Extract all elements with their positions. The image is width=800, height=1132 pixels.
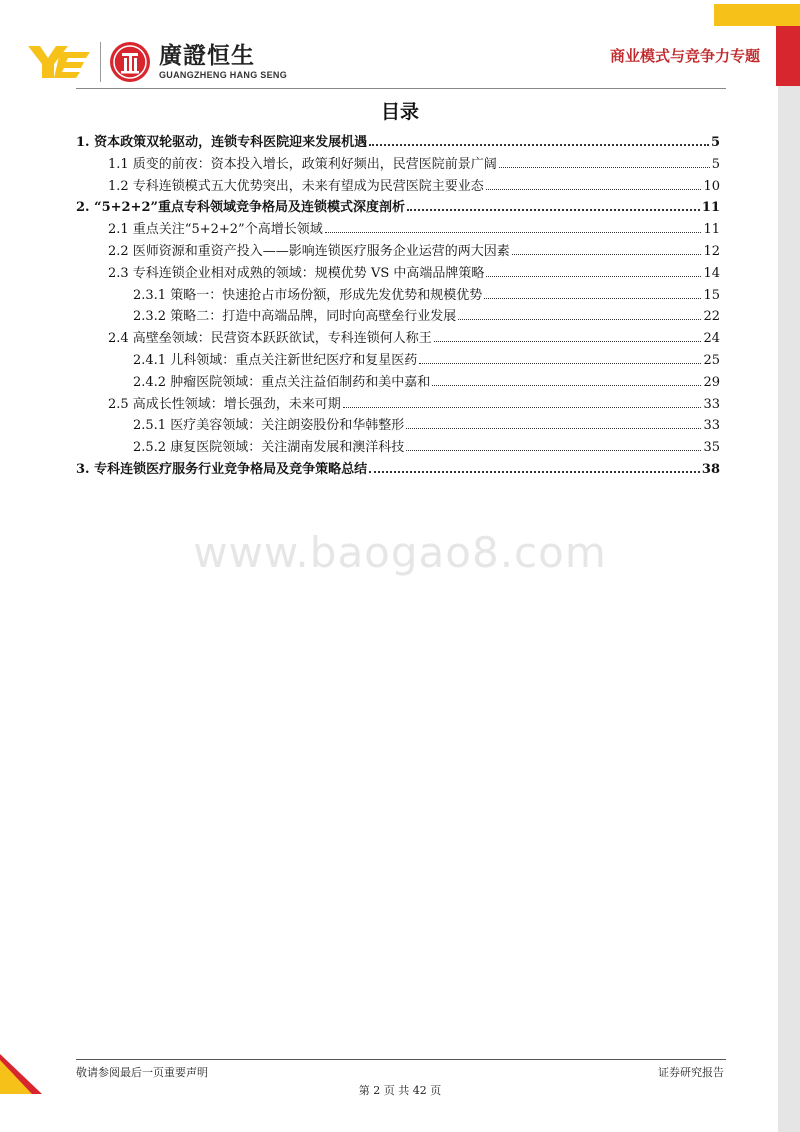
toc-entry-page: 24 — [703, 331, 720, 347]
toc-entry[interactable] — [76, 371, 720, 393]
toc-leader-dots — [369, 144, 709, 146]
toc-entry-page: 11 — [703, 222, 720, 238]
header-divider — [76, 88, 726, 89]
toc-entry-page: 10 — [703, 178, 720, 194]
report-type-label: 商业模式与竞争力专题 — [609, 47, 760, 65]
toc-leader-dots — [369, 471, 700, 473]
toc-entry-title: 2.3.2 策略二：打造中高端品牌，同时向高壁垒行业发展 — [133, 309, 457, 325]
toc-leader-dots — [499, 167, 710, 168]
toc-leader-dots — [407, 209, 700, 211]
toc-entry[interactable] — [76, 262, 720, 284]
brand-name-cn: 廣證恒生 — [159, 43, 255, 69]
toc-entry-title: 3. 专科连锁医疗服务行业竞争格局及竞争策略总结 — [76, 461, 368, 477]
toc-leader-dots — [458, 319, 701, 320]
toc-leader-dots — [419, 363, 701, 364]
toc-entry-title: 2. “5+2+2”重点专科领域竞争格局及连锁模式深度剖析 — [76, 200, 405, 216]
toc-entry-page: 11 — [701, 200, 720, 216]
company-logo — [28, 40, 287, 84]
toc-entry-page: 29 — [703, 374, 720, 390]
toc-entry-page: 14 — [703, 265, 720, 281]
toc-entry-page: 33 — [703, 396, 720, 412]
toc-entry-title: 2.5 高成长性领域：增长强劲，未来可期 — [108, 396, 341, 412]
toc-entry-title: 2.5.1 医疗美容领域：关注朗姿股份和华韩整形 — [133, 418, 405, 434]
toc-entry[interactable] — [76, 131, 720, 153]
toc-leader-dots — [406, 428, 701, 429]
toc-entry-page: 25 — [703, 352, 720, 368]
toc-leader-dots — [432, 385, 701, 386]
toc-entry[interactable] — [76, 153, 720, 175]
toc-entry[interactable] — [76, 284, 720, 306]
toc-entry-page: 33 — [703, 418, 720, 434]
toc-leader-dots — [512, 254, 702, 255]
toc-entry-title: 2.1 重点关注“5+2+2”个高增长领域 — [108, 222, 323, 238]
toc-leader-dots — [434, 341, 702, 342]
toc-entry-title: 1.2 专科连锁模式五大优势突出，未来有望成为民营医院主要业态 — [108, 178, 484, 194]
toc-entry-title: 2.4 高壁垒领域：民营资本跃跃欲试，专科连锁何人称王 — [108, 331, 432, 347]
toc-entry[interactable] — [76, 327, 720, 349]
toc-entry[interactable] — [76, 393, 720, 415]
toc-entry-page: 15 — [703, 287, 720, 303]
ye-logo-icon — [28, 42, 92, 82]
toc-entry-page: 5 — [711, 156, 720, 172]
decor-yellow-bar — [714, 4, 800, 26]
toc-entry-title: 2.4.2 肿瘤医院领域：重点关注益佰制药和美中嘉和 — [133, 374, 431, 390]
brand-name — [159, 43, 287, 81]
toc-entry[interactable] — [76, 305, 720, 327]
toc-entry-title: 2.3 专科连锁企业相对成熟的领域：规模优势 VS 中高端品牌策略 — [108, 265, 485, 281]
toc-entry-page: 22 — [703, 309, 720, 325]
toc-leader-dots — [486, 189, 702, 190]
logo-divider — [100, 42, 101, 82]
toc-entry-page: 12 — [703, 243, 720, 259]
toc-entry[interactable] — [76, 196, 720, 218]
toc-leader-dots — [486, 276, 701, 277]
toc-entry[interactable] — [76, 458, 720, 480]
toc-entry[interactable] — [76, 240, 720, 262]
toc-title: 目录 — [380, 101, 419, 123]
decor-gray-sidebar — [778, 86, 800, 1132]
toc-entry[interactable] — [76, 414, 720, 436]
toc-entry[interactable] — [76, 218, 720, 240]
decor-red-bar — [776, 26, 800, 86]
toc-leader-dots — [484, 298, 701, 299]
footer-divider — [76, 1059, 726, 1060]
toc-entry-title: 2.3.1 策略一：快速抢占市场份额，形成先发优势和规模优势 — [133, 287, 483, 303]
toc-entry[interactable] — [76, 436, 720, 458]
toc-entry-title: 2.2 医师资源和重资产投入——影响连锁医疗服务企业运营的两大因素 — [108, 243, 510, 259]
page-number: 第 2 页 共 42 页 — [358, 1084, 442, 1097]
toc-entry[interactable] — [76, 349, 720, 371]
toc-entry-title: 1. 资本政策双轮驱动，连锁专科医院迎来发展机遇 — [76, 135, 368, 150]
toc-leader-dots — [406, 450, 701, 451]
toc-entry-title: 2.4.1 儿科领域：重点关注新世纪医疗和复星医药 — [133, 352, 418, 368]
toc-entry-page: 5 — [710, 135, 720, 150]
table-of-contents — [76, 131, 720, 480]
toc-entry-title: 1.1 质变的前夜：资本投入增长，政策利好频出，民营医院前景广阔 — [108, 156, 497, 172]
footer-report-label: 证券研究报告 — [658, 1066, 724, 1079]
toc-entry-title: 2.5.2 康复医院领域：关注湖南发展和澳洋科技 — [133, 440, 405, 456]
toc-entry[interactable] — [76, 175, 720, 197]
toc-entry-page: 35 — [703, 440, 720, 456]
brand-name-en: GUANGZHENG HANG SENG — [159, 70, 288, 80]
footer-disclaimer-note: 敬请参阅最后一页重要声明 — [76, 1066, 208, 1079]
toc-leader-dots — [343, 407, 702, 408]
watermark: www.baogao8.com — [193, 528, 607, 577]
toc-entry-page: 38 — [701, 461, 720, 477]
toc-leader-dots — [325, 232, 702, 233]
seal-emblem-icon — [109, 41, 151, 83]
